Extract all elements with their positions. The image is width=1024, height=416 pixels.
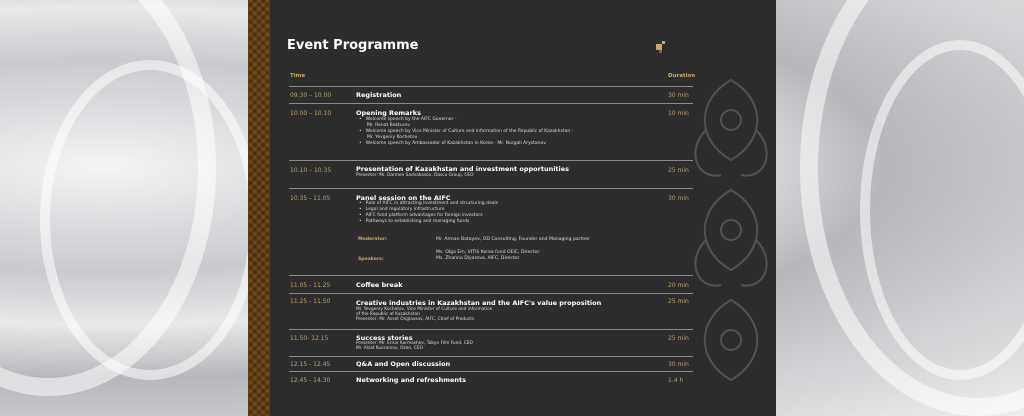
row-duration: 1.4 h <box>668 377 684 384</box>
presenter-line: Mr. Alzat Kussainov, Ozen, CEO <box>356 346 423 352</box>
row-duration: 20 min <box>668 282 689 289</box>
list-item: • Legal and regulatory infrastructure <box>356 207 498 213</box>
row-duration: 25 min <box>668 167 689 174</box>
row-duration: 25 min <box>668 298 689 305</box>
list-item: Mr. Yevgeniy Kochetov <box>367 135 418 140</box>
row-duration: 10 min <box>668 110 689 117</box>
row-item: Registration <box>356 91 402 99</box>
row-time: 11.50- 12.15 <box>290 335 329 342</box>
speaker-name: Ms. Olga Em, VITIS Korea fund OEIC, Director <box>436 250 540 255</box>
programme-panel <box>248 0 776 416</box>
row-divider <box>289 293 693 294</box>
row-divider <box>289 188 693 189</box>
row-time: 09.30 – 10.00 <box>290 92 332 99</box>
list-item: • Pathways to establishing and managing funds <box>356 219 498 225</box>
presenter-line: Presenter: Mr. Ernar Kurmashev, Tabyn Film Fund, CEO <box>356 341 473 346</box>
row-presenter <box>356 307 493 323</box>
row-bullets <box>356 117 573 147</box>
row-time: 10.10 – 10.35 <box>290 167 332 174</box>
row-item: Creative industries in Kazakhstan and the AIFC's value proposition <box>356 299 602 307</box>
row-divider <box>289 103 693 104</box>
list-item: Mr. Renat Bekturov <box>367 123 410 128</box>
row-presenter: Presenter: Mr. Darmen Sadvakasov, Dasco Group, CEO <box>356 173 474 178</box>
row-duration: 30 min <box>668 195 689 202</box>
duration-header: Duration <box>668 73 696 79</box>
speaker-name: Ms. Zhanna Diyarova, AIFC, Director <box>436 256 520 261</box>
speakers-list <box>436 250 539 262</box>
moderator-name: Mr. Arman Batayev, OD Consulting, Founder and Managing partner <box>436 237 591 242</box>
row-item: Success stories <box>356 334 413 342</box>
row-time: 12.45 - 14.30 <box>290 377 331 384</box>
row-time: 10.35 - 11.05 <box>290 195 331 202</box>
background-swirl <box>40 60 260 380</box>
row-divider <box>289 275 693 276</box>
row-presenter <box>356 341 473 351</box>
row-time: 10.00 – 10.10 <box>290 110 332 117</box>
presenter-line: of the Republic of Kazakhstan <box>356 312 420 318</box>
row-divider <box>289 371 693 372</box>
gold-pattern-band <box>248 0 270 416</box>
row-duration: 25 min <box>668 335 689 342</box>
presenter-line: Mr. Yevgeniy Kochetov, Vice Minister of Culture and information <box>356 307 493 312</box>
row-item: Q&A and Open discussion <box>356 360 451 368</box>
list-item: • Welcome speech by the AIFC Governor - <box>356 117 573 123</box>
row-item: Networking and refreshments <box>356 376 466 384</box>
row-time: 12.15 - 12.45 <box>290 361 331 368</box>
row-time: 11.05 - 11.25 <box>290 282 331 289</box>
page-title: Event Programme <box>287 38 419 53</box>
row-duration: 30 min <box>668 361 689 368</box>
speakers-label: Speakers: <box>358 257 384 262</box>
list-item: • Welcome speech by Vice Minister of Culture and information of the Republic of Kazakhstan - <box>356 129 573 135</box>
row-divider <box>289 356 693 357</box>
moderator-label: Moderator: <box>358 237 387 242</box>
row-item: Presentation of Kazakhstan and investment opportunities <box>356 165 570 173</box>
ornament-pattern <box>676 70 776 410</box>
list-item: • Role of AIFC in attracting investment and structuring deals <box>356 201 498 207</box>
row-item: Coffee break <box>356 281 403 289</box>
row-bullets <box>356 201 498 225</box>
presenter-line: Presenter: Mr. Asset Onglassov, AIFC, Chief of Products <box>356 317 475 323</box>
row-item: Panel session on the AIFC <box>356 194 451 202</box>
time-header: Time <box>290 73 306 79</box>
list-item: • AIFC fund platform advantages for foreign investors <box>356 213 498 219</box>
row-item: Opening Remarks <box>356 109 421 117</box>
row-time: 11.25 - 11.50 <box>290 298 331 305</box>
list-item: • Welcome speech by Ambassador of Kazakhstan in Korea - Mr. Nurgali Arystanov <box>356 141 573 147</box>
row-divider <box>289 86 693 87</box>
row-divider <box>289 160 693 161</box>
row-duration: 30 min <box>668 92 689 99</box>
row-divider <box>289 329 693 330</box>
